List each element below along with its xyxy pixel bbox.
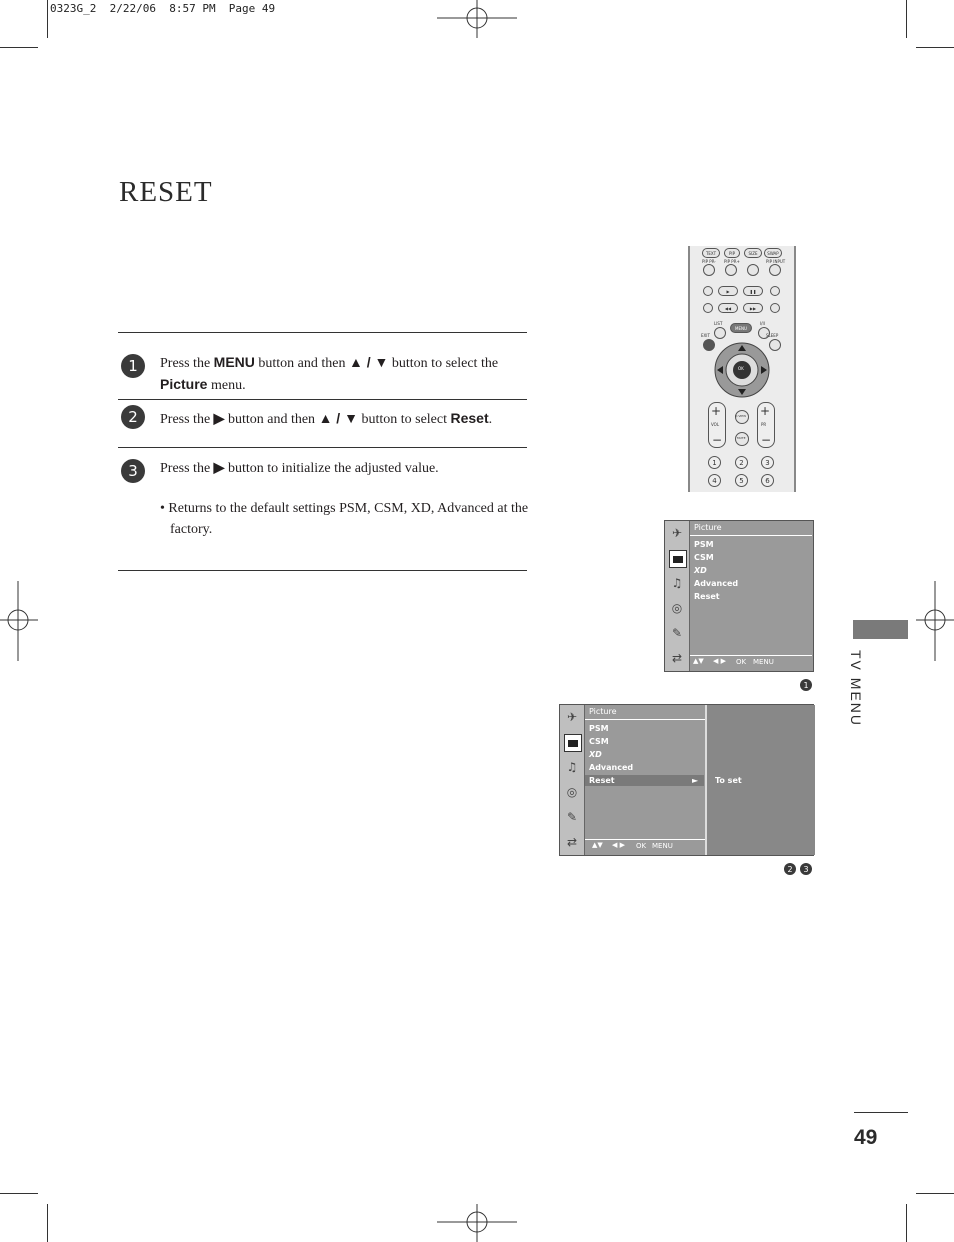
step-number-2: 2 (121, 405, 145, 429)
pip-pr-minus-button (703, 264, 715, 276)
number-button-4: 4 (708, 474, 721, 487)
crop-mark (47, 0, 48, 38)
crop-mark (47, 1204, 48, 1242)
crop-mark (0, 1193, 38, 1194)
registration-mark-bottom (437, 1202, 517, 1242)
footer-left-right: ◀ ▶ (713, 657, 726, 665)
satellite-icon: ✈ (671, 526, 683, 540)
mute-label: MUTE (737, 436, 746, 440)
step-3-text: Press the ▶ button to initialize the adjusted value. (160, 459, 439, 476)
clock-icon: ◎ (566, 785, 578, 799)
submenu-text: To set (715, 776, 742, 785)
next-button (770, 303, 780, 313)
page-title: RESET (119, 176, 213, 208)
step-number-1: 1 (121, 354, 145, 378)
menu-item-csm: CSM (589, 737, 609, 746)
picture-menu-screen-1 (664, 520, 814, 672)
menu-item-xd: XD (589, 750, 602, 759)
stop-button (770, 286, 780, 296)
registration-mark-left (0, 581, 40, 661)
footer-left-right: ◀ ▶ (612, 841, 625, 849)
figure-badge-2: 2 (784, 863, 796, 875)
input-icon: ⇄ (566, 835, 578, 849)
pip-pr-plus-label: PIP PR+ (724, 259, 740, 264)
pip-input-label: PIP INPUT (766, 259, 786, 264)
step-number-3: 3 (121, 459, 145, 483)
input-icon: ⇄ (671, 651, 683, 665)
ok-label: OK (738, 366, 744, 371)
registration-mark-right (914, 581, 954, 661)
play-button: ▶ (718, 286, 738, 296)
crop-mark (906, 0, 907, 38)
crop-mark (0, 47, 38, 48)
divider (690, 655, 812, 656)
rewind-button: ◀◀ (718, 303, 738, 313)
menu-item-reset: Reset (589, 776, 615, 785)
footer-ok: OK (736, 658, 747, 666)
pr-minus-icon: − (761, 433, 772, 447)
print-header: 0323G_2 2/22/06 8:57 PM Page 49 (50, 2, 276, 15)
pause-button: ❚❚ (743, 286, 763, 296)
menu-sidebar (560, 705, 585, 855)
pip-input-button (769, 264, 781, 276)
pip-pr-minus-label: PIP PR- (702, 259, 716, 264)
step-2-text: Press the ▶ button and then ▲ / ▼ button to select Reset. (160, 410, 493, 427)
exit-label: EXIT (701, 333, 710, 338)
number-button-2: 2 (735, 456, 748, 469)
menu-item-csm: CSM (694, 553, 714, 562)
list-label: LIST (714, 321, 723, 326)
record-button (703, 286, 713, 296)
pr-plus-icon: + (760, 404, 771, 418)
vol-minus-icon: − (712, 433, 723, 447)
divider (854, 1112, 908, 1113)
footer-menu: MENU (652, 842, 673, 850)
divider (118, 332, 527, 333)
step-1-text: Press the MENU button and then ▲ / ▼ button to select the Picture menu. (160, 354, 499, 393)
divider (118, 570, 527, 571)
list-button (714, 327, 726, 339)
footer-ok: OK (636, 842, 647, 850)
figure-badge-3: 3 (800, 863, 812, 875)
crop-mark (916, 47, 954, 48)
text-button: TEXT (702, 248, 720, 258)
page-number: 49 (854, 1126, 878, 1149)
speaker-icon: ♫ (566, 760, 578, 774)
clock-icon: ◎ (671, 601, 683, 615)
pip-pr-plus-button (725, 264, 737, 276)
number-button-6: 6 (761, 474, 774, 487)
figure-badge-1: 1 (800, 679, 812, 691)
footer-up-down: ▲▼ (693, 657, 704, 665)
menu-item-advanced: Advanced (694, 579, 739, 588)
vol-label: VOL (711, 422, 720, 427)
swap-button: SWAP (764, 248, 782, 258)
menu-item-advanced: Advanced (589, 763, 634, 772)
number-button-1: 1 (708, 456, 721, 469)
i-ii-label: I/II (760, 321, 765, 326)
pr-label: PR (761, 422, 767, 427)
number-button-5: 5 (735, 474, 748, 487)
menu-button: MENU (730, 323, 752, 333)
menu-item-psm: PSM (694, 540, 714, 549)
menu-sidebar (665, 521, 690, 671)
divider (118, 447, 527, 448)
divider (585, 719, 705, 720)
tool-icon: ✎ (671, 626, 683, 640)
menu-title: Picture (694, 523, 722, 532)
size-button: SIZE (744, 248, 762, 258)
registration-mark-top (437, 0, 517, 40)
menu-item-psm: PSM (589, 724, 609, 733)
vol-plus-icon: + (711, 404, 722, 418)
section-tab (853, 620, 908, 639)
remote-control (688, 246, 796, 492)
crop-mark (906, 1204, 907, 1242)
number-button-3: 3 (761, 456, 774, 469)
sleep-label: SLEEP (766, 333, 779, 338)
section-label: TV MENU (848, 650, 864, 727)
satellite-icon: ✈ (566, 710, 578, 724)
menu-item-reset: Reset (694, 592, 720, 601)
prev-button (703, 303, 713, 313)
fast-forward-button: ▶▶ (743, 303, 763, 313)
menu-title: Picture (589, 707, 617, 716)
footer-up-down: ▲▼ (592, 841, 603, 849)
speaker-icon: ♫ (671, 576, 683, 590)
pip-button-round (747, 264, 759, 276)
picture-icon (564, 734, 582, 752)
q-view-label: Q.VIEW (735, 414, 747, 418)
picture-menu-screen-2 (559, 704, 814, 856)
divider (690, 535, 812, 536)
footer-menu: MENU (753, 658, 774, 666)
divider (585, 839, 705, 840)
divider (118, 399, 527, 400)
pip-button: PIP (724, 248, 740, 258)
tool-icon: ✎ (566, 810, 578, 824)
submenu-arrow-icon: ► (692, 776, 699, 785)
menu-item-xd: XD (694, 566, 707, 575)
crop-mark (916, 1193, 954, 1194)
step-3-bullet: • Returns to the default settings PSM, CSM, XD, Advanced at the factory. (160, 501, 529, 537)
picture-icon (669, 550, 687, 568)
